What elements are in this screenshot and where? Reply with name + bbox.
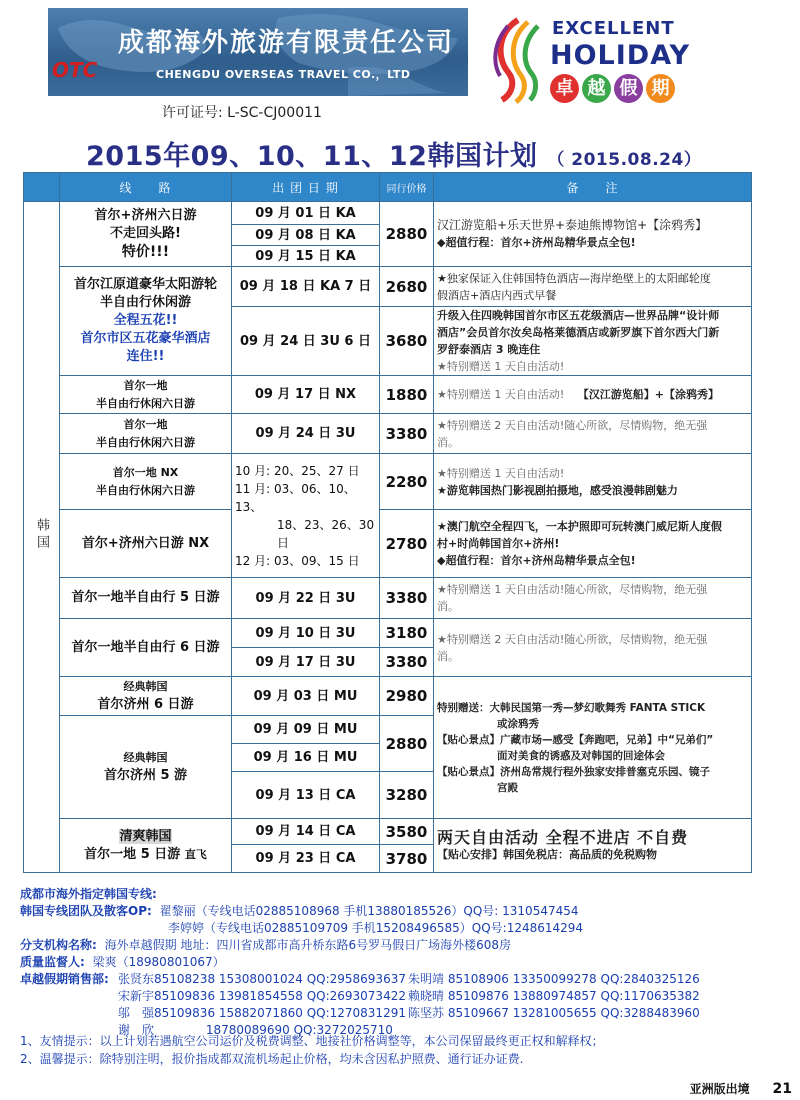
route-text: 首尔一地 5 日游 xyxy=(84,846,181,862)
footer-brand: 亚洲版出境 xyxy=(689,1082,750,1096)
table-header-row xyxy=(24,173,752,202)
note-line: ★特别赠送 1 天自由活动! xyxy=(437,360,565,373)
logo-char: 越 xyxy=(582,74,611,103)
date-line: 18、23、26、30 xyxy=(277,517,375,532)
sales-contact: 谢 欣 18780089690 QQ:3272025710 xyxy=(118,1023,393,1037)
title-main: 2015年09、10、11、12韩国计划 xyxy=(86,141,538,172)
quality-label: 质量监督人: xyxy=(20,955,85,969)
note-line: 【贴心景点】济州岛常规行程外独家安排普塞克乐园、镜子 xyxy=(437,765,710,778)
route-line xyxy=(63,846,228,864)
route-cell xyxy=(60,202,232,267)
excellent-holiday-logo xyxy=(484,8,704,108)
note-line: ★特别赠送 2 天自由活动!随心所欲，尽情购物，绝无强 xyxy=(437,632,708,646)
note-line: ★特别赠送 1 天自由活动! xyxy=(437,388,565,401)
route-line: 经典韩国 xyxy=(123,680,168,693)
tips-section xyxy=(20,1032,780,1068)
note-line: 特别赠送：大韩民国第一秀—梦幻歌舞秀 FANTA STICK xyxy=(437,701,706,714)
note-line: ◆超值行程：首尔+济州岛精华景点全包! xyxy=(437,236,636,249)
note-cell xyxy=(434,619,752,677)
logo-char: 期 xyxy=(646,74,675,103)
branch-label: 分支机构名称: xyxy=(20,938,97,952)
price-cell: 2280 xyxy=(380,454,434,510)
route-line: 首尔一地 xyxy=(123,417,168,431)
note-cell xyxy=(434,510,752,578)
note-line: ★特别赠送 1 天自由活动! xyxy=(437,466,565,480)
route-line: 连住!! xyxy=(126,349,165,364)
contact-row xyxy=(20,903,780,920)
note-line: ★独家保证入住韩国特色酒店—海岸绝壁上的太阳邮轮度 xyxy=(437,271,711,285)
route-line: 全程五花!! xyxy=(113,313,178,328)
logo-char: 假 xyxy=(614,74,643,103)
price-cell: 3180 xyxy=(380,619,434,648)
tip-line: 1、友情提示：以上计划若遇航空公司运价及税费调整、地接社价格调整等，本公司保留最终更正权和解释权； xyxy=(20,1034,604,1048)
date-line: 日 xyxy=(277,535,290,550)
note-line: ★特别赠送 2 天自由活动!随心所欲，尽情购物，绝无强 xyxy=(437,418,708,432)
date-cell: 09 月 09 日 MU xyxy=(232,716,380,744)
route-cell xyxy=(60,716,232,819)
contact-row xyxy=(20,920,780,937)
note-line: 【贴心景点】广藏市场—感受【奔跑吧，兄弟】中“兄弟们” xyxy=(437,733,714,746)
route-line: 特价!!! xyxy=(121,244,170,260)
logo-excellent: EXCELLENT xyxy=(552,18,675,39)
contact-row xyxy=(20,988,780,1005)
logo-chars xyxy=(550,74,678,103)
company-name-cn: 成都海外旅游有限责任公司 xyxy=(118,28,455,58)
price-cell: 2880 xyxy=(380,716,434,772)
company-name-en: CHENGDU OVERSEAS TRAVEL CO.，LTD xyxy=(156,68,411,81)
route-cell: 首尔一地半自由行 6 日游 xyxy=(60,619,232,677)
page-footer xyxy=(690,1080,792,1097)
table-row xyxy=(24,578,752,619)
op-contact: 翟黎丽（专线电话02885108968 手机13880185526）QQ号: 1310547454 xyxy=(159,904,579,918)
note-line: 消。 xyxy=(437,649,459,663)
note-cell xyxy=(434,819,752,873)
date-cell: 09 月 13 日 CA xyxy=(232,772,380,819)
note-cell xyxy=(434,414,752,454)
note-line: ★特别赠送 1 天自由活动!随心所欲，尽情购物，绝无强 xyxy=(437,583,708,596)
note-cell xyxy=(434,376,752,414)
route-line: 半自由行休闲游 xyxy=(99,295,191,310)
note-line: ◆超值行程：首尔+济州岛精华景点全包! xyxy=(437,554,636,567)
route-cell xyxy=(60,376,232,414)
date-cell: 09 月 01 日 KA xyxy=(232,202,380,225)
note-line: ★游览韩国热门影视剧拍摄地，感受浪漫韩剧魅力 xyxy=(437,483,678,497)
table-row xyxy=(24,677,752,716)
op-label: 韩国专线团队及散客OP: xyxy=(20,904,152,918)
title-date: （ 2015.08.24） xyxy=(547,150,702,170)
price-cell: 3380 xyxy=(380,414,434,454)
route-line: 半自由行休闲六日游 xyxy=(96,396,195,410)
route-line: 半自由行休闲六日游 xyxy=(96,483,195,497)
note-line: 【汉江游览船】+【涂鸦秀】 xyxy=(577,388,719,401)
note-line: 升级入住四晚韩国首尔市区五花级酒店—世界品牌“设计师 xyxy=(437,309,720,322)
date-list-cell xyxy=(232,454,380,578)
price-cell: 2780 xyxy=(380,510,434,578)
tour-plan-table xyxy=(23,172,752,873)
price-cell: 2680 xyxy=(380,267,434,307)
branch-info: 海外卓越假期 地址：四川省成都市高升桥东路6号罗马假日广场海外楼608房 xyxy=(104,938,511,952)
table-row xyxy=(24,454,752,510)
note-line: 面对美食的诱惑及对韩国的回途体会 xyxy=(497,749,665,762)
sales-contact: 张贤东85108238 15308001024 QQ:2958693637 xyxy=(118,972,406,986)
sales-contact: 陈坚苏 85109667 13281005655 QQ:3288483960 xyxy=(408,1006,700,1020)
date-cell: 09 月 17 日 NX xyxy=(232,376,380,414)
route-cell xyxy=(60,819,232,873)
date-cell: 09 月 18 日 KA 7 日 xyxy=(232,267,380,307)
date-cell: 09 月 22 日 3U xyxy=(232,578,380,619)
route-line: 半自由行休闲六日游 xyxy=(96,435,195,449)
note-line: 【贴心安排】韩国免税店：高品质的免税购物 xyxy=(437,847,657,861)
note-cell xyxy=(434,454,752,510)
sales-contact: 赖晓晴 85109876 13880974857 QQ:1170635382 xyxy=(408,989,700,1003)
note-cell xyxy=(434,267,752,307)
sales-contact: 朱明靖 85108906 13350099278 QQ:2840325126 xyxy=(408,972,700,986)
route-cell xyxy=(60,454,232,510)
date-cell: 09 月 14 日 CA xyxy=(232,819,380,845)
rainbow-swirl-icon xyxy=(488,12,550,104)
note-line: 或涂鸦秀 xyxy=(497,717,539,730)
company-banner xyxy=(48,8,468,96)
note-cell xyxy=(434,307,752,376)
region-cell xyxy=(24,202,60,873)
table-row xyxy=(24,619,752,648)
line-title: 成都市海外指定韩国专线: xyxy=(20,887,157,901)
date-cell: 09 月 15 日 KA xyxy=(232,246,380,267)
contact-row xyxy=(20,971,780,988)
table-row xyxy=(24,202,752,225)
price-cell: 3580 xyxy=(380,819,434,845)
page-title xyxy=(86,134,701,173)
header-note: 备 注 xyxy=(434,173,752,202)
note-line: 宫殿 xyxy=(497,781,518,794)
date-cell: 09 月 24 日 3U xyxy=(232,414,380,454)
date-cell: 09 月 17 日 3U xyxy=(232,648,380,677)
price-cell: 3680 xyxy=(380,307,434,376)
header-region xyxy=(24,173,60,202)
date-cell: 09 月 16 日 MU xyxy=(232,744,380,772)
note-line: 消。 xyxy=(437,600,459,613)
tip-line: 2、温馨提示：除特别注明，报价指成都双流机场起止价格，均未含因私护照费、通行证办证费. xyxy=(20,1052,524,1066)
table-row xyxy=(24,414,752,454)
price-cell: 2880 xyxy=(380,202,434,267)
note-cell xyxy=(434,677,752,819)
logo-holiday: HOLIDAY xyxy=(550,40,691,71)
note-line: 消。 xyxy=(437,435,459,449)
price-cell: 3280 xyxy=(380,772,434,819)
note-cell xyxy=(434,202,752,267)
price-cell: 2980 xyxy=(380,677,434,716)
otc-logo: OTC xyxy=(52,58,98,82)
table-row xyxy=(24,510,752,578)
table-row xyxy=(24,376,752,414)
sales-contact: 邬 强85109836 15882071860 QQ:1270831291 xyxy=(118,1006,406,1020)
note-cell xyxy=(434,578,752,619)
contacts-section xyxy=(20,886,780,1039)
date-line: 11 月: 03、06、10、13、 xyxy=(235,481,356,514)
op-contact: 李婷婷（专线电话02885109709 手机15208496585）QQ号:1248614294 xyxy=(168,921,584,935)
route-highlight: 清爽韩国 xyxy=(119,828,172,844)
note-line: ★澳门航空全程四飞，一本护照即可玩转澳门威尼斯人度假 xyxy=(437,520,722,533)
logo-char: 卓 xyxy=(550,74,579,103)
note-line: 汉江游览船+乐天世界+泰迪熊博物馆+【涂鸦秀】 xyxy=(437,218,708,232)
header-route: 线 路 xyxy=(60,173,232,202)
route-tag: 直飞 xyxy=(184,847,207,861)
route-line: 首尔济州 5 游 xyxy=(103,768,188,783)
price-cell: 3380 xyxy=(380,648,434,677)
sales-contact: 宋新宇85109836 13981854558 QQ:2693073422 xyxy=(118,989,406,1003)
route-line: 首尔市区五花豪华酒店 xyxy=(80,331,211,346)
header-date: 出 团 日 期 xyxy=(232,173,380,202)
contact-row xyxy=(20,1005,780,1022)
date-line: 12 月: 03、09、15 日 xyxy=(235,553,360,568)
contact-row xyxy=(20,954,780,971)
route-line: 首尔一地 NX xyxy=(112,465,179,479)
note-line: 酒店”会员首尔汝矣岛格莱德酒店或新罗旗下首尔西大门新 xyxy=(437,326,720,339)
contact-row xyxy=(20,886,780,903)
sales-label: 卓越假期销售部: xyxy=(20,972,109,986)
price-cell: 3380 xyxy=(380,578,434,619)
route-cell xyxy=(60,414,232,454)
region-label: 韩国 xyxy=(34,518,49,552)
date-cell: 09 月 24 日 3U 6 日 xyxy=(232,307,380,376)
table-row xyxy=(24,819,752,845)
date-line: 10 月: 20、25、27 日 xyxy=(235,463,360,478)
route-cell: 首尔一地半自由行 5 日游 xyxy=(60,578,232,619)
page-number: 21 xyxy=(772,1081,792,1097)
license-number: 许可证号: L-SC-CJ00011 xyxy=(162,105,322,121)
price-cell: 3780 xyxy=(380,845,434,873)
date-cell: 09 月 08 日 KA xyxy=(232,225,380,246)
header-price: 同行价格 xyxy=(380,173,434,202)
contact-row xyxy=(20,937,780,954)
route-cell xyxy=(60,677,232,716)
route-line: 首尔济州 6 日游 xyxy=(97,697,194,712)
price-cell: 1880 xyxy=(380,376,434,414)
route-line: 首尔一地 xyxy=(123,378,168,392)
note-line: 罗舒泰酒店 3 晚连住 xyxy=(437,343,541,356)
route-cell xyxy=(60,267,232,376)
route-line: 不走回头路! xyxy=(110,226,181,241)
table-row xyxy=(24,267,752,307)
route-line: 首尔江原道豪华太阳游轮 xyxy=(73,277,217,292)
route-line: 首尔+济州六日游 xyxy=(94,208,197,223)
note-line: 假酒店+酒店内西式早餐 xyxy=(437,288,557,302)
route-cell: 首尔+济州六日游 NX xyxy=(60,510,232,578)
date-cell: 09 月 23 日 CA xyxy=(232,845,380,873)
date-cell: 09 月 10 日 3U xyxy=(232,619,380,648)
quality-info: 梁爽（18980801067） xyxy=(92,955,225,969)
route-line xyxy=(63,828,228,846)
note-line: 村+时尚韩国首尔+济州! xyxy=(437,537,560,550)
note-line: 两天自由活动 全程不进店 不自费 xyxy=(437,827,689,847)
route-line: 经典韩国 xyxy=(123,751,168,764)
date-cell: 09 月 03 日 MU xyxy=(232,677,380,716)
